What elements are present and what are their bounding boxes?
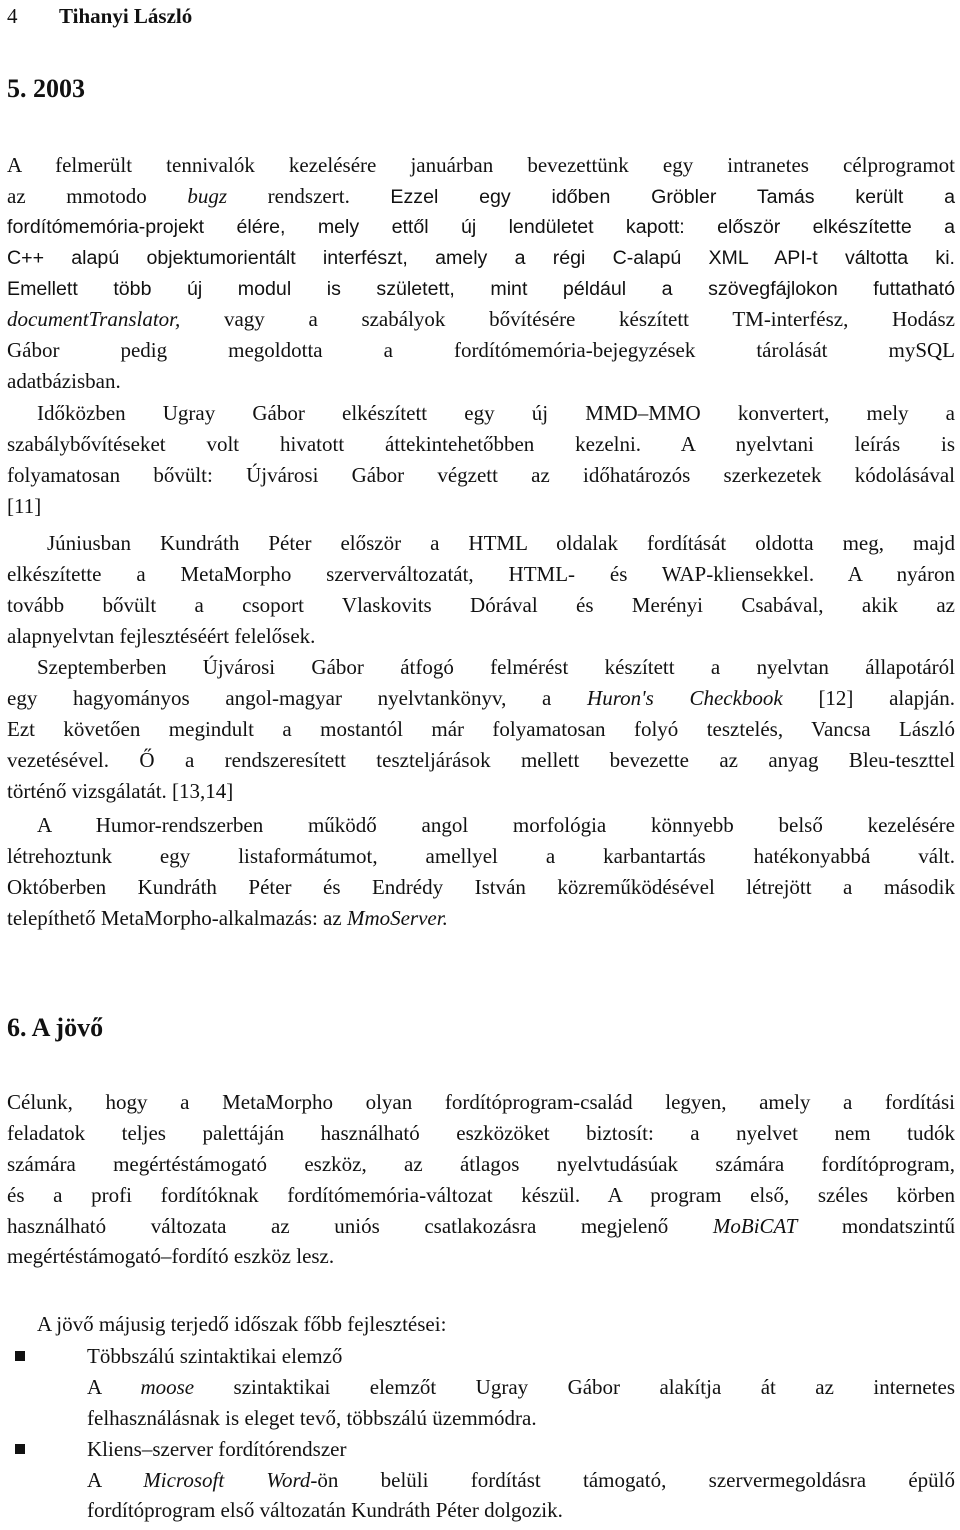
- paragraph-7: [7, 1309, 955, 1340]
- bugz-term: bugz: [187, 183, 228, 208]
- paragraph-3: [7, 528, 955, 652]
- text-line: Októberben Kundráth Péter és Endrédy István közreműködésével létrejött a második: [7, 874, 955, 899]
- text-line: tovább bővült a csoport Vlaskovits Dórával és Merényi Csabával, akik az: [7, 592, 955, 617]
- text-line: használható változata az uniós csatlakozásra megjelenő MoBiCAT mondatszintű: [7, 1213, 955, 1238]
- paragraph-5: [7, 810, 955, 934]
- text-line: egy hagyományos angol-magyar nyelvtankönyv, a Huron's Checkbook [12] alapján.: [7, 685, 955, 710]
- text-line: elkészítette a MetaMorpho szerverváltozatát, HTML- és WAP-kliensekkel. A nyáron: [7, 561, 955, 586]
- development-list: [7, 1341, 955, 1526]
- text-line: történő vizsgálatát. [13,14]: [7, 778, 234, 803]
- text-line: C++ alapú objektumorientált interfészt, amely a régi C-alapú XML API-t váltotta ki.: [7, 246, 955, 269]
- paragraph-6: [7, 1087, 955, 1272]
- text-line: folyamatosan bővült: Újvárosi Gábor végzett az időhatározós szerkezetek kódolásával: [7, 462, 955, 487]
- text-line: A moose szintaktikai elemzőt Ugray Gábor alakítja át az internetes: [87, 1374, 955, 1399]
- list-item: [7, 1341, 955, 1434]
- list-item-title: Kliens–szerver fordítórendszer: [87, 1436, 347, 1461]
- running-header: [7, 4, 192, 29]
- paragraph-1: [7, 150, 955, 397]
- text-line: fordítómemória-projekt élére, mely ettől új lendületet kapott: először elkészítette a: [7, 215, 955, 238]
- text-line: Időközben Ugray Gábor elkészített egy új MMD–MMO konvertert, mely a: [37, 401, 955, 425]
- text-line: Emellett több új modul is született, mint például a szövegfájlokon futtatható: [7, 277, 955, 300]
- text-line: Júniusban Kundráth Péter először a HTML oldalak fordítását oldotta meg, majd: [47, 531, 955, 555]
- mmoserver-term: MmoServer.: [346, 905, 448, 930]
- text-line: documentTranslator, vagy a szabályok bővítésére készített TM-interfész, Hodász: [7, 307, 955, 332]
- text-line: szabálybővítéseket volt hivatott áttekintehetőbben kezelni. A nyelvtani leírás is: [7, 431, 955, 456]
- text-line: Ezt követően megindult a mostantól már folyamatosan folyó tesztelés, Vancsa László: [7, 716, 955, 741]
- text-line: [11]: [7, 493, 42, 518]
- text-line: A felmerült tennivalók kezelésére januárban bevezettünk egy intranetes célprogramot: [7, 153, 955, 177]
- text-line: feladatok teljes palettáján használható eszközöket biztosít: a nyelvet nem tudók: [7, 1120, 955, 1145]
- huron-checkbook-title: Huron's Checkbook: [587, 685, 783, 710]
- text-line: megértéstámogató–fordító eszköz lesz.: [7, 1244, 335, 1269]
- list-item: [7, 1434, 955, 1527]
- section-5-heading: 5. 2003: [7, 74, 85, 103]
- text-line: telepíthető MetaMorpho-alkalmazás: az MmoServer.: [7, 905, 448, 930]
- text-line: számára megértéstámogató eszköz, az átlagos nyelvtudásúak számára fordítóprogram,: [7, 1151, 955, 1176]
- text-line: adatbázisban.: [7, 369, 121, 394]
- document-translator-term: documentTranslator,: [7, 307, 181, 332]
- text-line: felhasználásnak is eleget tevő, többszálú üzemmódra.: [87, 1405, 537, 1430]
- list-item-title: Többszálú szintaktikai elemző: [87, 1344, 343, 1368]
- moose-term: moose: [140, 1374, 195, 1399]
- microsoft-word-term: Microsoft Word: [143, 1467, 311, 1492]
- mobicat-term: MoBiCAT: [712, 1213, 798, 1238]
- text-line: fordítóprogram első változatán Kundráth Péter dolgozik.: [87, 1498, 563, 1523]
- page-number: 4: [7, 4, 18, 28]
- text-line: A jövő májusig terjedő időszak főbb fejlesztései:: [37, 1312, 447, 1336]
- text-line: Szeptemberben Újvárosi Gábor átfogó felmérést készített a nyelvtan állapotáról: [37, 655, 955, 679]
- section-6-heading: 6. A jövő: [7, 1013, 104, 1042]
- text-line: és a profi fordítóknak fordítómemória-változat készül. A program első, széles körben: [7, 1182, 955, 1207]
- paragraph-2: [7, 398, 955, 522]
- text-line: alapnyelvtan fejlesztéséért felelősek.: [7, 623, 316, 648]
- text-line: A Humor-rendszerben működő angol morfológia könnyebb belső kezelésére: [37, 813, 955, 837]
- square-bullet-icon: [15, 1444, 25, 1454]
- text-line: Gábor pedig megoldotta a fordítómemória-bejegyzések tárolását mySQL: [7, 338, 955, 363]
- text-line: létrehoztunk egy listaformátumot, amellyel a karbantartás hatékonyabbá vált.: [7, 843, 955, 868]
- paragraph-4: [7, 652, 955, 806]
- text-line: Célunk, hogy a MetaMorpho olyan fordítóprogram-család legyen, amely a fordítási: [7, 1090, 955, 1114]
- square-bullet-icon: [15, 1351, 25, 1361]
- text-line: A Microsoft Word-ön belüli fordítást támogató, szervermegoldásra épülő: [87, 1467, 955, 1492]
- text-line: az mmotodo bugz rendszert. Ezzel egy időben Gröbler Tamás került a: [7, 183, 955, 208]
- text-line: vezetésével. Ő a rendszeresített teszteljárások mellett bevezette az anyag Bleu-teszttel: [7, 747, 955, 772]
- header-author: Tihanyi László: [59, 4, 193, 28]
